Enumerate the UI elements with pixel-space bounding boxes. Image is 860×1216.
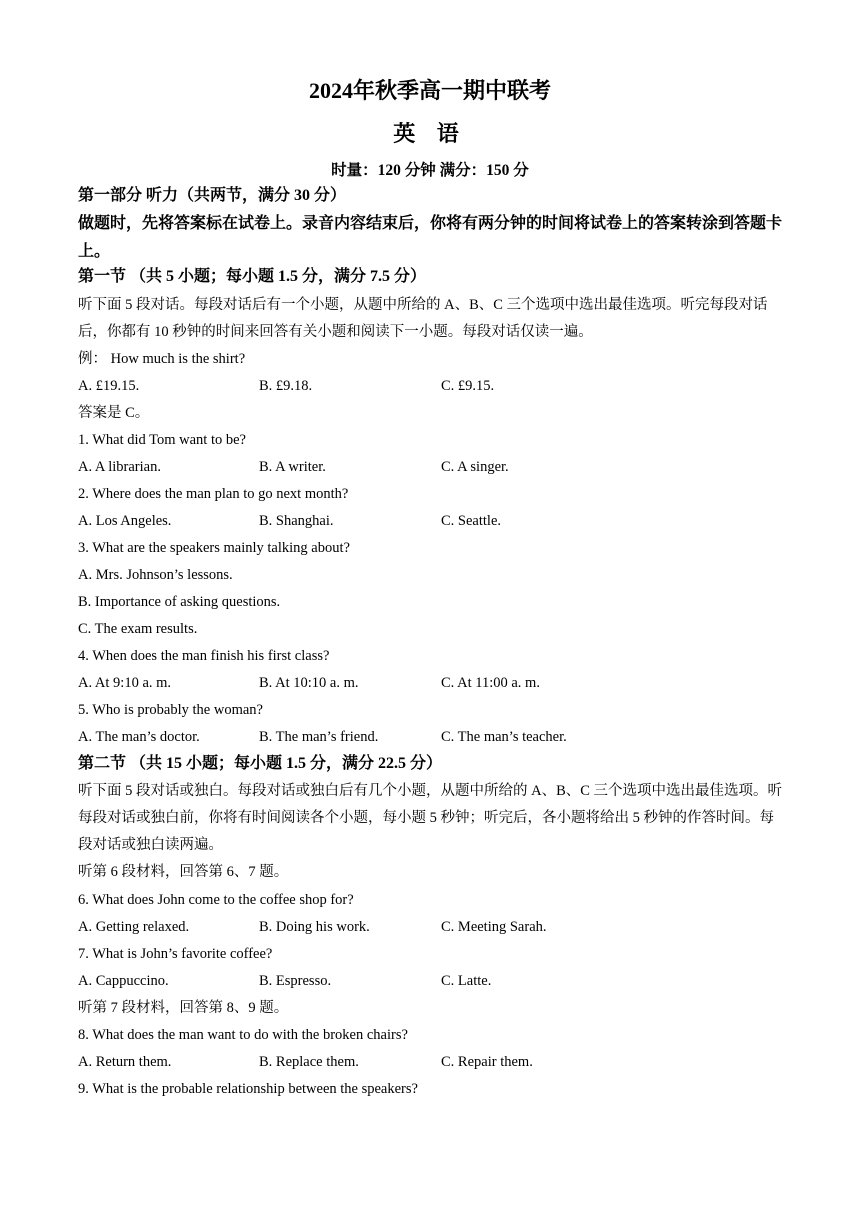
exam-meta: 时量：120 分钟 满分：150 分 — [331, 162, 529, 179]
q2-option-b: B. Shanghai. — [259, 513, 334, 529]
q8-option-a: A. Return them. — [78, 1054, 172, 1070]
subject-title: 英 语 — [393, 121, 467, 146]
example-option-c: C. £9.15. — [441, 378, 495, 394]
q1-option-c: C. A singer. — [441, 459, 509, 475]
q1-option-b: B. A writer. — [259, 459, 326, 475]
q6-option-c: C. Meeting Sarah. — [441, 919, 547, 935]
part1-heading: 第一部分 听力（共两节，满分 30 分） — [78, 187, 347, 204]
q8-option-c: C. Repair them. — [441, 1054, 533, 1070]
exam-title: 2024年秋季高一期中联考 — [308, 78, 551, 103]
example-option-b: B. £9.18. — [259, 378, 313, 394]
q2-option-c: C. Seattle. — [441, 513, 502, 529]
section2-heading: 第二节 （共 15 小题；每小题 1.5 分，满分 22.5 分） — [78, 755, 443, 772]
q5-option-a: A. The man’s doctor. — [78, 729, 200, 745]
q7-option-c: C. Latte. — [441, 973, 492, 989]
q6-option-b: B. Doing his work. — [259, 919, 370, 935]
question-3: 3. What are the speakers mainly talking about? — [78, 540, 350, 556]
q7-option-a: A. Cappuccino. — [78, 973, 169, 989]
q4-option-b: B. At 10:10 a. m. — [259, 675, 359, 691]
question-1: 1. What did Tom want to be? — [78, 432, 246, 448]
question-2: 2. Where does the man plan to go next month? — [78, 486, 349, 502]
q3-option-b: B. Importance of asking questions. — [78, 594, 281, 610]
section1-instruction: 听下面 5 段对话。每段对话后有一个小题，从题中所给的 A、B、C 三个选项中选出最佳选项。听完每段对话后，你都有 10 秒钟的时间来回答有关小题和阅读下一小题。每段对话仅读一遍。 — [78, 297, 768, 340]
part1-instruction: 做题时，先将答案标在试卷上。录音内容结束后，你将有两分钟的时间将试卷上的答案转涂到答题卡上。 — [78, 215, 783, 260]
question-6: 6. What does John come to the coffee shop for? — [78, 892, 354, 908]
question-9: 9. What is the probable relationship between the speakers? — [78, 1081, 418, 1097]
q3-option-a: A. Mrs. Johnson’s lessons. — [78, 567, 233, 583]
q4-option-a: A. At 9:10 a. m. — [78, 675, 172, 691]
question-5: 5. Who is probably the woman? — [78, 702, 263, 718]
example-question: 例： How much is the shirt? — [78, 351, 246, 367]
question-8: 8. What does the man want to do with the broken chairs? — [78, 1027, 408, 1043]
question-7: 7. What is John’s favorite coffee? — [78, 946, 273, 962]
section2-instruction: 听下面 5 段对话或独白。每段对话或独白后有几个小题，从题中所给的 A、B、C 三个选项中选出最佳选项。听每段对话或独白前，你将有时间阅读各个小题，每小题 5 秒钟；听完后，各小题将给出 5 秒钟的作答时间。每段对话或独白读两遍。 — [78, 783, 783, 853]
q5-option-c: C. The man’s teacher. — [441, 729, 567, 745]
material-7-note: 听第 7 段材料，回答第 8、9 题。 — [78, 1000, 289, 1016]
q1-option-a: A. A librarian. — [78, 459, 161, 475]
q3-option-c: C. The exam results. — [78, 621, 198, 637]
q2-option-a: A. Los Angeles. — [78, 513, 172, 529]
question-4: 4. When does the man finish his first class? — [78, 648, 330, 664]
material-6-note: 听第 6 段材料，回答第 6、7 题。 — [78, 864, 289, 880]
section1-heading: 第一节 （共 5 小题；每小题 1.5 分，满分 7.5 分） — [78, 268, 427, 285]
example-option-a: A. £19.15. — [78, 378, 140, 394]
q7-option-b: B. Espresso. — [259, 973, 332, 989]
q6-option-a: A. Getting relaxed. — [78, 919, 190, 935]
q4-option-c: C. At 11:00 a. m. — [441, 675, 540, 691]
q5-option-b: B. The man’s friend. — [259, 729, 379, 745]
q8-option-b: B. Replace them. — [259, 1054, 359, 1070]
example-answer: 答案是 C。 — [78, 405, 150, 421]
